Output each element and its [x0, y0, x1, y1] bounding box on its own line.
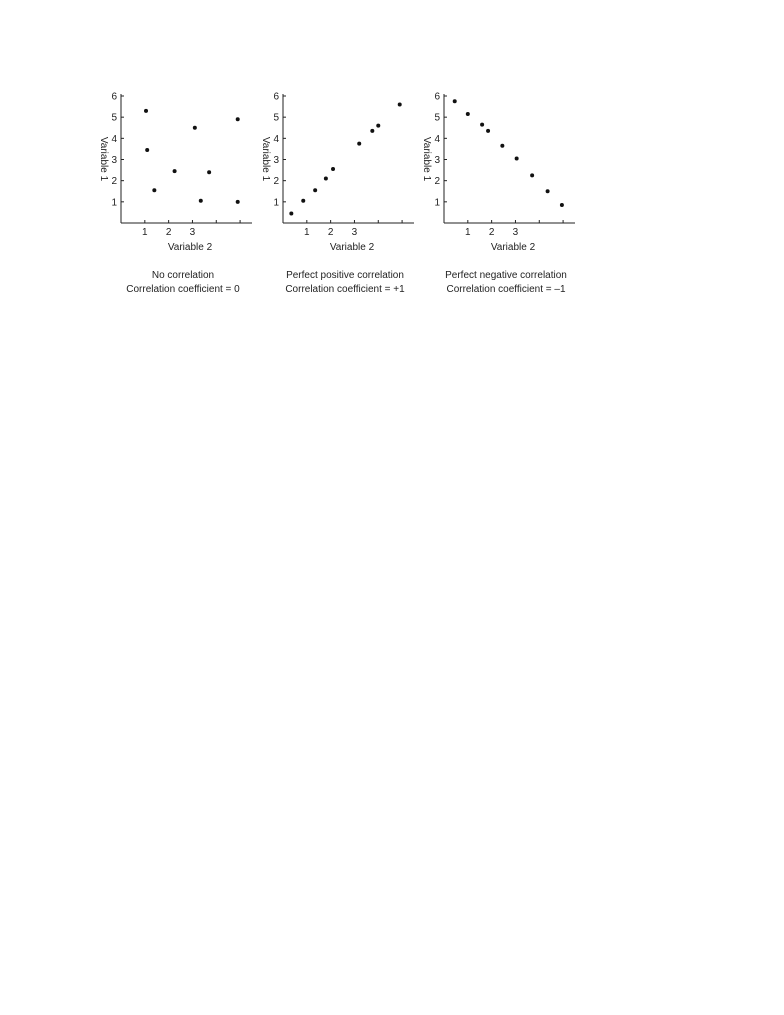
data-point — [324, 177, 328, 181]
data-point — [530, 173, 534, 177]
y-tick-label: 1 — [434, 197, 440, 209]
data-point — [173, 169, 177, 173]
data-point — [357, 142, 361, 146]
data-point — [199, 199, 203, 203]
data-point — [207, 170, 211, 174]
x-axis-label: Variable 2 — [490, 242, 536, 253]
caption-line-1: No correlation — [151, 270, 215, 281]
data-point — [560, 203, 564, 207]
x-tick-label: 1 — [465, 227, 471, 238]
caption-line-2: Correlation coefficient = –1 — [446, 284, 566, 295]
data-point — [546, 189, 550, 193]
data-point — [331, 167, 335, 171]
x-tick-label: 1 — [142, 227, 148, 238]
x-tick-label: 3 — [189, 227, 196, 238]
y-tick-label: 1 — [111, 197, 117, 209]
x-tick-label: 1 — [304, 227, 310, 238]
data-point — [152, 188, 156, 192]
caption-line-1: Perfect positive correlation — [286, 270, 404, 281]
data-point — [453, 99, 457, 103]
data-point — [193, 126, 197, 130]
x-axis-label: Variable 2 — [167, 242, 213, 253]
x-tick-label: 3 — [351, 227, 358, 238]
caption-line-2: Correlation coefficient = 0 — [126, 284, 240, 295]
y-tick-label: 2 — [273, 176, 279, 188]
y-tick-label: 1 — [273, 197, 279, 209]
y-tick-label: 4 — [434, 133, 440, 145]
data-point — [486, 129, 490, 133]
x-axis-label: Variable 2 — [329, 242, 375, 253]
data-point — [466, 112, 470, 116]
data-point — [370, 129, 374, 133]
points-group — [453, 99, 564, 207]
data-point — [145, 148, 149, 152]
data-point — [480, 123, 484, 127]
chart-panel-2 — [260, 92, 414, 296]
chart-panel-1 — [98, 92, 252, 296]
data-point — [289, 211, 293, 215]
data-point — [236, 117, 240, 121]
x-tick-label: 2 — [488, 227, 495, 238]
y-tick-label: 3 — [111, 155, 117, 166]
y-axis-label: Variable 1 — [421, 136, 432, 182]
x-tick-label: 3 — [512, 227, 519, 238]
y-tick-label: 4 — [111, 133, 117, 145]
y-tick-label: 3 — [273, 155, 279, 166]
caption-line-1: Perfect negative correlation — [445, 270, 567, 281]
data-point — [515, 156, 519, 160]
y-tick-label: 5 — [434, 112, 440, 124]
x-tick-label: 2 — [327, 227, 334, 238]
y-tick-label: 6 — [111, 91, 117, 103]
data-point — [301, 199, 305, 203]
y-axis-label: Variable 1 — [98, 136, 109, 182]
data-point — [500, 144, 504, 148]
y-axis-label: Variable 1 — [260, 136, 271, 182]
data-point — [144, 109, 148, 113]
points-group — [144, 109, 240, 204]
y-tick-label: 5 — [273, 112, 279, 124]
chart-panel-3 — [421, 92, 575, 296]
data-point — [376, 124, 380, 128]
y-tick-label: 3 — [434, 155, 440, 166]
data-point — [398, 102, 402, 106]
y-tick-label: 6 — [434, 91, 440, 103]
y-tick-label: 5 — [111, 112, 117, 124]
y-tick-label: 4 — [273, 133, 279, 145]
data-point — [236, 200, 240, 204]
x-tick-label: 2 — [165, 227, 172, 238]
y-tick-label: 6 — [273, 91, 279, 103]
y-tick-label: 2 — [111, 176, 117, 188]
correlation-figure — [0, 0, 784, 320]
caption-line-2: Correlation coefficient = +1 — [285, 284, 405, 295]
points-group — [289, 102, 401, 215]
y-tick-label: 2 — [434, 176, 440, 188]
data-point — [313, 188, 317, 192]
